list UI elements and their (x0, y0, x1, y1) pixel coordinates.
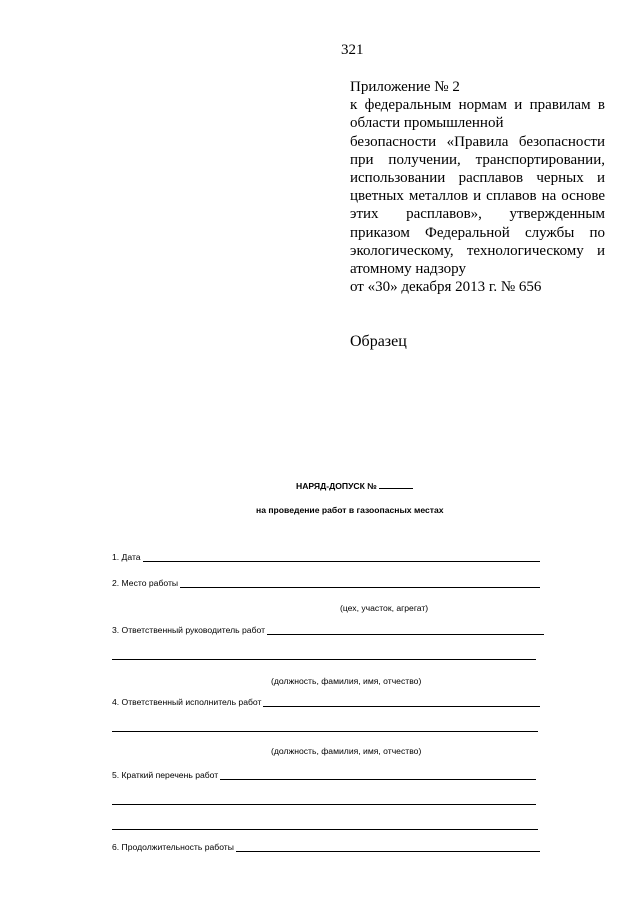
duration-field (112, 842, 540, 852)
appendix-line: к федеральным нормам и правилам в (350, 97, 605, 114)
supervisor-hint: (должность, фамилия, имя, отчество) (271, 676, 422, 686)
workplace-input-line[interactable] (180, 578, 540, 588)
appendix-line: атомному надзору (350, 261, 466, 278)
executor-input-line[interactable] (263, 697, 540, 707)
appendix-line: Приложение № 2 (350, 79, 460, 95)
appendix-line: безопасности «Правила безопасности (350, 133, 605, 150)
executor-field (112, 697, 540, 707)
duration-input-line[interactable] (236, 842, 540, 852)
appendix-line: использовании расплавов черных и (350, 170, 605, 187)
supervisor-field (112, 625, 544, 635)
executor-label: 4. Ответственный исполнитель работ (112, 697, 262, 707)
appendix-line: цветных металлов и сплавов на основе (350, 188, 605, 205)
date-field (112, 552, 540, 562)
date-input-line[interactable] (143, 552, 540, 562)
appendix-line: этих расплавов», утвержденным (350, 206, 605, 223)
work-list-continuation-line[interactable] (112, 828, 538, 830)
duration-label: 6. Продолжительность работы (112, 842, 234, 852)
supervisor-continuation-line[interactable] (112, 658, 536, 660)
workplace-field (112, 578, 540, 588)
form-title (296, 480, 413, 491)
appendix-line: при получении, транспортировании, (350, 151, 605, 168)
supervisor-input-line[interactable] (267, 625, 544, 635)
appendix-line: приказом Федеральной службы по (350, 224, 605, 241)
workplace-hint: (цех, участок, агрегат) (340, 603, 429, 613)
appendix-line: области промышленной (350, 115, 504, 132)
sample-label: Образец (350, 333, 407, 350)
executor-hint: (должность, фамилия, имя, отчество) (271, 746, 422, 756)
work-list-field (112, 770, 536, 780)
form-subtitle: на проведение работ в газоопасных местах (256, 505, 444, 515)
executor-continuation-line[interactable] (112, 730, 538, 732)
form-title-text: НАРЯД-ДОПУСК № (296, 481, 377, 491)
page-number: 321 (341, 42, 364, 58)
appendix-heading (350, 78, 605, 296)
date-label: 1. Дата (112, 552, 141, 562)
work-list-label: 5. Краткий перечень работ (112, 770, 219, 780)
permit-number-blank[interactable] (379, 480, 413, 489)
supervisor-label: 3. Ответственный руководитель работ (112, 625, 266, 635)
work-list-input-line[interactable] (220, 770, 536, 780)
appendix-line: от «30» декабря 2013 г. № 656 (350, 279, 542, 296)
work-list-continuation-line[interactable] (112, 803, 536, 805)
appendix-line: экологическому, технологическому и (350, 242, 605, 259)
workplace-label: 2. Место работы (112, 578, 179, 588)
